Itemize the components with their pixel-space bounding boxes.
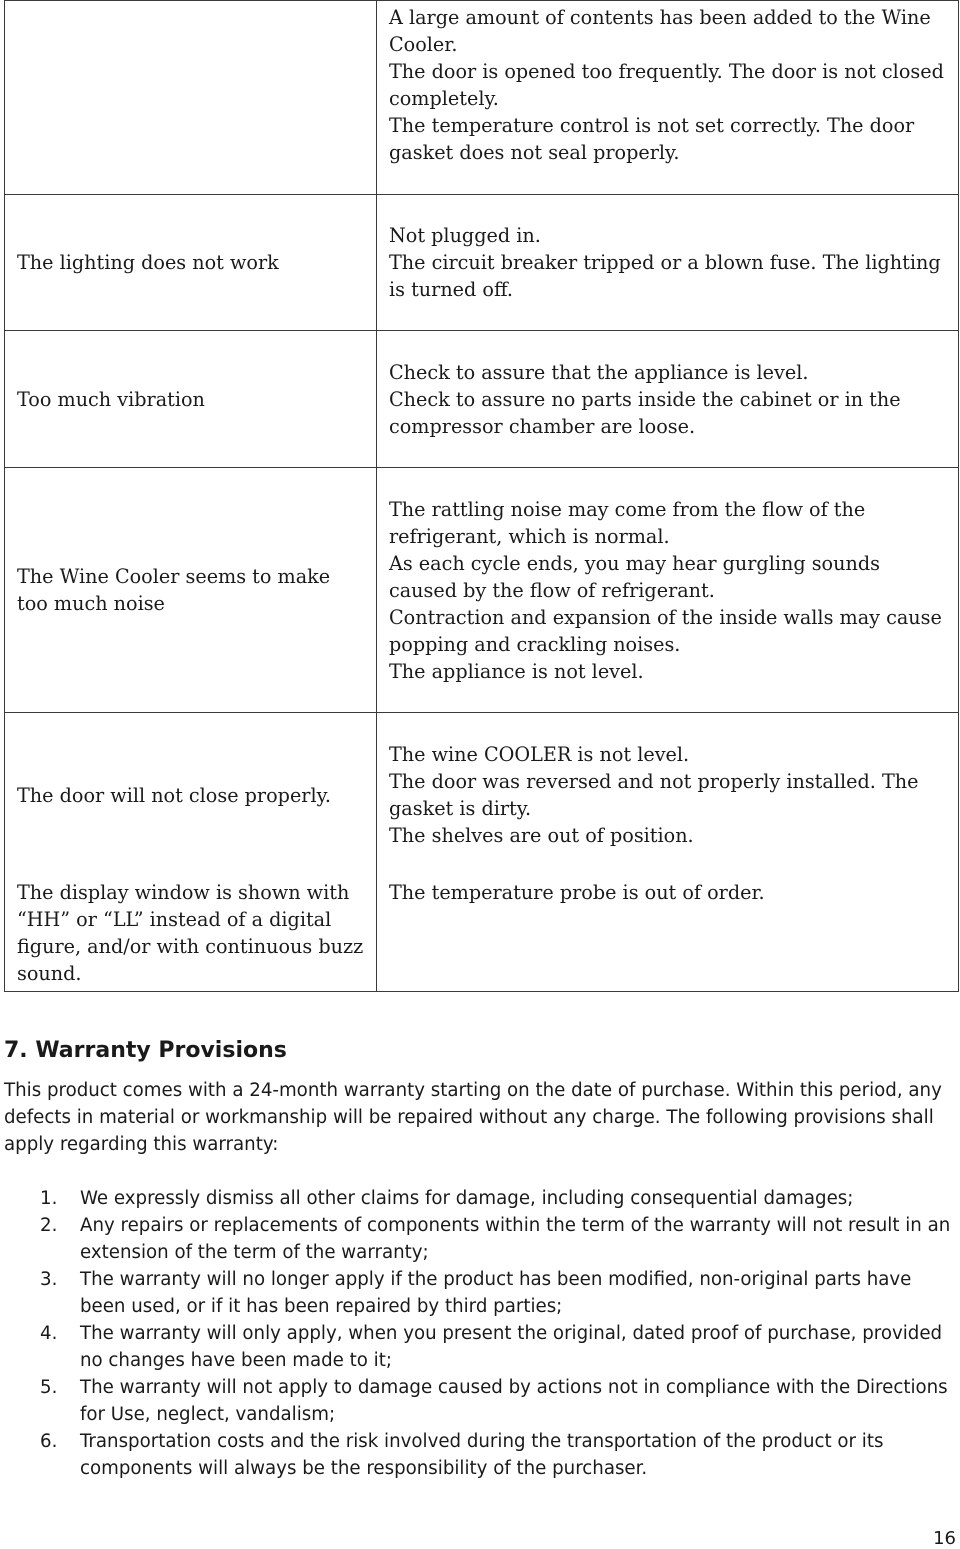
list-number: 4.	[40, 1323, 58, 1344]
list-item	[4, 1428, 958, 1482]
list-item	[4, 1185, 958, 1212]
problem-cell: The door will not close properly.	[5, 713, 377, 876]
warranty-provisions-list	[4, 1185, 958, 1482]
list-number: 6.	[40, 1431, 58, 1452]
cause-cell	[377, 876, 959, 992]
list-text: We expressly dismiss all other claims for damage, including consequential damages;	[80, 1188, 854, 1209]
list-text: Transportation costs and the risk involved during the transportation of the product or its components will always be the responsibility of the purchaser.	[80, 1431, 884, 1479]
list-item	[4, 1320, 958, 1374]
cause-cell	[377, 468, 959, 713]
cause-line: The shelves are out of position.	[389, 824, 694, 847]
cause-line: Check to assure that the appliance is level.	[389, 360, 809, 384]
list-text: Any repairs or replacements of components within the term of the warranty will not result in an extension of the term of the warranty;	[80, 1215, 951, 1263]
list-number: 3.	[40, 1269, 58, 1290]
page-number: 16	[933, 1528, 956, 1549]
list-text: The warranty will not apply to damage caused by actions not in compliance with the Directions for Use, neglect, vandalism;	[80, 1377, 948, 1425]
problem-cell	[5, 1, 377, 195]
problem-cell: The Wine Cooler seems to make too much noise	[5, 468, 377, 713]
list-item	[4, 1212, 958, 1266]
list-number: 1.	[40, 1188, 58, 1209]
list-number: 2.	[40, 1215, 58, 1236]
cause-line: Not plugged in.	[389, 224, 541, 247]
cause-line: The circuit breaker tripped or a blown fuse. The lighting is turned off.	[389, 251, 941, 301]
list-number: 5.	[40, 1377, 58, 1398]
table-row	[5, 468, 959, 713]
table-row	[5, 331, 959, 468]
cause-line: The temperature probe is out of order.	[389, 880, 765, 904]
list-text: The warranty will only apply, when you present the original, dated proof of purchase, provided no changes have been made to it;	[80, 1323, 943, 1371]
cause-line: The appliance is not level.	[389, 659, 644, 683]
table-row	[5, 876, 959, 992]
cause-cell	[377, 195, 959, 331]
problem-cell: Too much vibration	[5, 331, 377, 468]
section-title: 7. Warranty Provisions	[4, 1038, 287, 1063]
cause-line: Check to assure no parts inside the cabinet or in the compressor chamber are loose.	[389, 387, 901, 438]
problem-cell: The display window is shown with “HH” or “LL” instead of a digital figure, and/or with continuous buzz sound.	[5, 876, 377, 992]
cause-line: The door is opened too frequently. The door is not closed completely.	[389, 60, 944, 110]
cause-cell	[377, 331, 959, 468]
table-row	[5, 195, 959, 331]
cause-line: The wine COOLER is not level.	[389, 743, 690, 766]
problem-cell: The lighting does not work	[5, 195, 377, 331]
list-item	[4, 1374, 958, 1428]
cause-line: The temperature control is not set correctly. The door gasket does not seal properly.	[389, 114, 915, 164]
cause-line: Contraction and expansion of the inside walls may cause popping and crackling noises.	[389, 605, 942, 656]
table-row	[5, 1, 959, 195]
cause-line: The rattling noise may come from the flow of the refrigerant, which is normal.	[389, 497, 866, 548]
cause-line: As each cycle ends, you may hear gurgling sounds caused by the flow of refrigerant.	[389, 551, 880, 602]
cause-line: The door was reversed and not properly installed. The gasket is dirty.	[389, 770, 919, 820]
table-row	[5, 713, 959, 876]
list-item	[4, 1266, 958, 1320]
cause-line: A large amount of contents has been added to the Wine Cooler.	[389, 6, 931, 56]
cause-cell	[377, 1, 959, 195]
warranty-intro: This product comes with a 24-month warranty starting on the date of purchase. Within this period, any defects in material or workmanship will be repaired without any charge. The following provisions shall apply regarding this warranty:	[4, 1080, 942, 1155]
troubleshooting-table	[4, 0, 959, 992]
cause-cell	[377, 713, 959, 876]
list-text: The warranty will no longer apply if the product has been modified, non-original parts have been used, or if it has been repaired by third parties;	[80, 1269, 912, 1317]
